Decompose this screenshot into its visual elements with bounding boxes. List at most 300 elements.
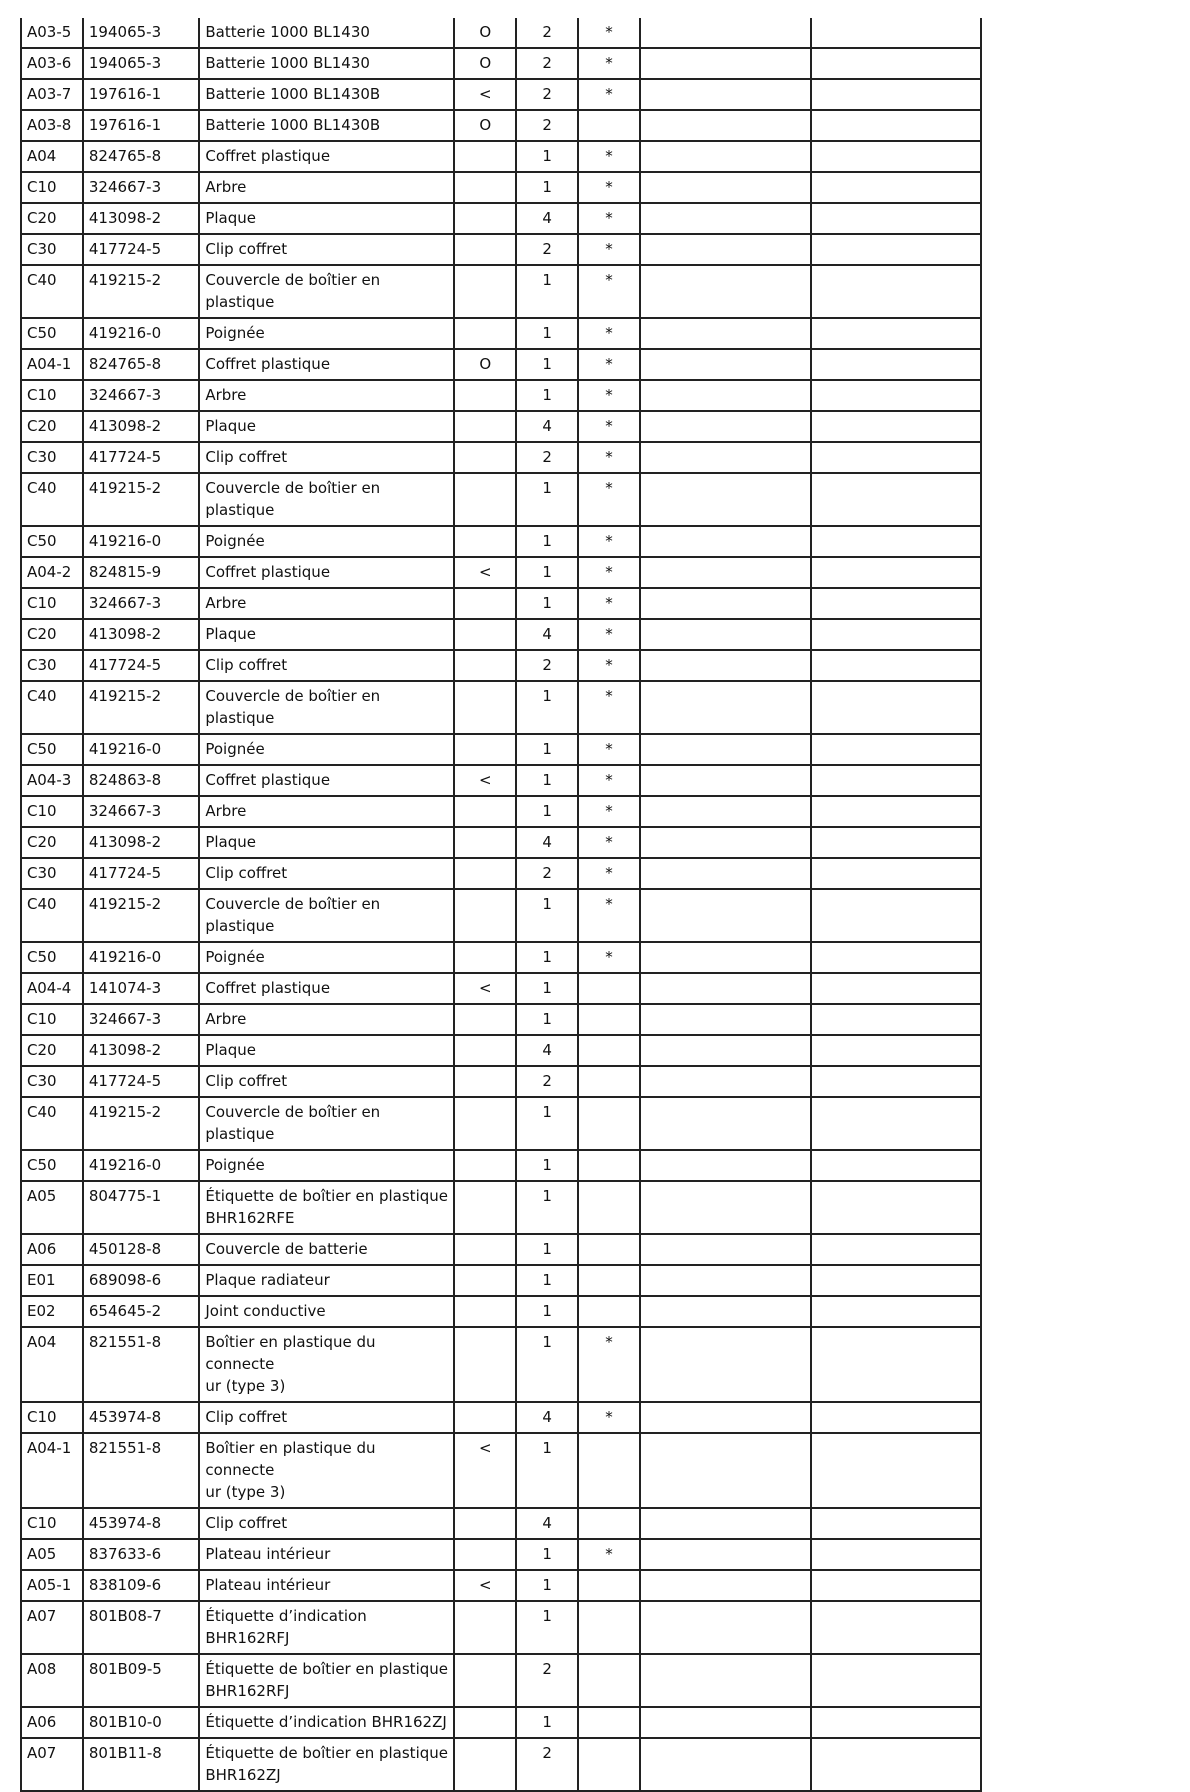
cell-note-mark: [578, 1066, 640, 1097]
table-row: [21, 734, 981, 765]
cell-ref-no: C20: [21, 1035, 83, 1066]
cell-part-no: 801B08-7: [83, 1601, 199, 1654]
table-row: [21, 1738, 981, 1791]
cell-ref-no: C40: [21, 1097, 83, 1150]
cell-description: Poignée: [199, 942, 454, 973]
cell-part-no: 413098-2: [83, 411, 199, 442]
cell-extra-2: [811, 1738, 981, 1791]
cell-quantity: 4: [516, 411, 578, 442]
cell-part-no: 824765-8: [83, 349, 199, 380]
cell-extra-1: [640, 234, 811, 265]
cell-part-no: 197616-1: [83, 110, 199, 141]
cell-extra-1: [640, 442, 811, 473]
cell-note-mark: [578, 1707, 640, 1738]
cell-ref-no: A03-7: [21, 79, 83, 110]
cell-ref-no: A08: [21, 1654, 83, 1707]
cell-extra-1: [640, 1150, 811, 1181]
cell-note-mark: *: [578, 473, 640, 526]
cell-ref-no: A04-2: [21, 557, 83, 588]
cell-change-mark: O: [454, 110, 516, 141]
cell-description: Joint conductive: [199, 1296, 454, 1327]
cell-quantity: 1: [516, 796, 578, 827]
cell-extra-2: [811, 1181, 981, 1234]
cell-ref-no: C40: [21, 889, 83, 942]
cell-extra-1: [640, 110, 811, 141]
table-row: [21, 1066, 981, 1097]
cell-note-mark: *: [578, 557, 640, 588]
table-row: [21, 1402, 981, 1433]
cell-quantity: 4: [516, 203, 578, 234]
cell-ref-no: C30: [21, 442, 83, 473]
cell-extra-2: [811, 172, 981, 203]
table-row: [21, 796, 981, 827]
cell-ref-no: A05: [21, 1539, 83, 1570]
cell-quantity: 1: [516, 681, 578, 734]
cell-change-mark: O: [454, 48, 516, 79]
cell-quantity: 2: [516, 234, 578, 265]
cell-part-no: 804775-1: [83, 1181, 199, 1234]
cell-part-no: 824863-8: [83, 765, 199, 796]
cell-extra-2: [811, 141, 981, 172]
cell-extra-2: [811, 110, 981, 141]
cell-part-no: 689098-6: [83, 1265, 199, 1296]
cell-extra-2: [811, 380, 981, 411]
cell-quantity: 4: [516, 1508, 578, 1539]
cell-change-mark: [454, 1066, 516, 1097]
cell-change-mark: [454, 1707, 516, 1738]
cell-description: Batterie 1000 BL1430B: [199, 110, 454, 141]
cell-part-no: 821551-8: [83, 1327, 199, 1402]
cell-note-mark: [578, 1570, 640, 1601]
cell-part-no: 838109-6: [83, 1570, 199, 1601]
cell-change-mark: [454, 380, 516, 411]
cell-extra-2: [811, 203, 981, 234]
cell-quantity: 1: [516, 1234, 578, 1265]
cell-change-mark: [454, 827, 516, 858]
cell-extra-1: [640, 827, 811, 858]
cell-extra-2: [811, 1265, 981, 1296]
table-row: [21, 380, 981, 411]
cell-extra-2: [811, 1327, 981, 1402]
cell-ref-no: A04-1: [21, 1433, 83, 1508]
cell-part-no: 419215-2: [83, 265, 199, 318]
cell-description: Plaque: [199, 619, 454, 650]
cell-part-no: 419215-2: [83, 681, 199, 734]
cell-quantity: 1: [516, 1601, 578, 1654]
cell-extra-1: [640, 1707, 811, 1738]
cell-ref-no: C10: [21, 172, 83, 203]
table-row: [21, 18, 981, 48]
cell-part-no: 417724-5: [83, 650, 199, 681]
cell-part-no: 801B10-0: [83, 1707, 199, 1738]
cell-part-no: 419216-0: [83, 526, 199, 557]
cell-quantity: 1: [516, 318, 578, 349]
cell-extra-2: [811, 79, 981, 110]
cell-change-mark: [454, 1539, 516, 1570]
cell-extra-1: [640, 411, 811, 442]
cell-part-no: 324667-3: [83, 796, 199, 827]
cell-description: Arbre: [199, 588, 454, 619]
cell-quantity: 1: [516, 942, 578, 973]
cell-change-mark: [454, 172, 516, 203]
cell-change-mark: [454, 1296, 516, 1327]
cell-extra-1: [640, 318, 811, 349]
table-row: [21, 1265, 981, 1296]
cell-extra-1: [640, 1327, 811, 1402]
cell-note-mark: *: [578, 734, 640, 765]
cell-note-mark: *: [578, 141, 640, 172]
cell-quantity: 1: [516, 1296, 578, 1327]
cell-part-no: 801B09-5: [83, 1654, 199, 1707]
cell-description: Coffret plastique: [199, 349, 454, 380]
cell-description: Étiquette de boîtier en plastique BHR162ZJ: [199, 1738, 454, 1791]
cell-change-mark: [454, 1150, 516, 1181]
cell-extra-2: [811, 526, 981, 557]
table-row: [21, 1539, 981, 1570]
cell-note-mark: *: [578, 48, 640, 79]
cell-note-mark: *: [578, 889, 640, 942]
cell-note-mark: *: [578, 619, 640, 650]
table-row: [21, 1035, 981, 1066]
cell-part-no: 419215-2: [83, 1097, 199, 1150]
cell-change-mark: [454, 1265, 516, 1296]
cell-change-mark: [454, 203, 516, 234]
cell-extra-1: [640, 1035, 811, 1066]
table-row: [21, 349, 981, 380]
cell-description: Couvercle de boîtier en plastique: [199, 265, 454, 318]
cell-change-mark: <: [454, 557, 516, 588]
table-row: [21, 1707, 981, 1738]
cell-change-mark: [454, 889, 516, 942]
cell-quantity: 1: [516, 973, 578, 1004]
cell-change-mark: [454, 1654, 516, 1707]
cell-quantity: 1: [516, 734, 578, 765]
cell-description: Clip coffret: [199, 858, 454, 889]
cell-extra-1: [640, 172, 811, 203]
cell-note-mark: *: [578, 380, 640, 411]
cell-extra-2: [811, 1296, 981, 1327]
cell-extra-1: [640, 1601, 811, 1654]
table-row: [21, 942, 981, 973]
cell-ref-no: C40: [21, 265, 83, 318]
table-row: [21, 1150, 981, 1181]
cell-ref-no: A07: [21, 1601, 83, 1654]
cell-change-mark: [454, 1738, 516, 1791]
cell-change-mark: [454, 141, 516, 172]
cell-ref-no: C40: [21, 681, 83, 734]
cell-change-mark: [454, 1097, 516, 1150]
cell-ref-no: A04-1: [21, 349, 83, 380]
cell-note-mark: *: [578, 203, 640, 234]
cell-extra-2: [811, 942, 981, 973]
cell-extra-2: [811, 619, 981, 650]
cell-note-mark: *: [578, 827, 640, 858]
cell-extra-1: [640, 1570, 811, 1601]
cell-extra-2: [811, 473, 981, 526]
cell-extra-2: [811, 1150, 981, 1181]
cell-part-no: 413098-2: [83, 1035, 199, 1066]
cell-extra-2: [811, 349, 981, 380]
cell-quantity: 2: [516, 650, 578, 681]
cell-quantity: 2: [516, 18, 578, 48]
cell-ref-no: C30: [21, 650, 83, 681]
cell-extra-2: [811, 265, 981, 318]
cell-description: Couvercle de boîtier en plastique: [199, 473, 454, 526]
cell-ref-no: C10: [21, 1004, 83, 1035]
cell-part-no: 801B11-8: [83, 1738, 199, 1791]
cell-part-no: 419216-0: [83, 1150, 199, 1181]
cell-description: Arbre: [199, 796, 454, 827]
cell-change-mark: [454, 1327, 516, 1402]
cell-part-no: 450128-8: [83, 1234, 199, 1265]
cell-note-mark: *: [578, 796, 640, 827]
cell-extra-2: [811, 827, 981, 858]
table-row: [21, 681, 981, 734]
cell-quantity: 2: [516, 48, 578, 79]
cell-note-mark: *: [578, 234, 640, 265]
cell-extra-1: [640, 1654, 811, 1707]
cell-extra-1: [640, 1181, 811, 1234]
cell-ref-no: C20: [21, 619, 83, 650]
cell-ref-no: A07: [21, 1738, 83, 1791]
cell-description: Étiquette d’indication BHR162RFJ: [199, 1601, 454, 1654]
table-row: [21, 526, 981, 557]
cell-note-mark: [578, 1181, 640, 1234]
cell-ref-no: C10: [21, 796, 83, 827]
cell-ref-no: C10: [21, 1508, 83, 1539]
cell-note-mark: *: [578, 1539, 640, 1570]
cell-part-no: 417724-5: [83, 858, 199, 889]
cell-quantity: 2: [516, 858, 578, 889]
cell-extra-1: [640, 380, 811, 411]
parts-table: [20, 18, 982, 1792]
cell-change-mark: [454, 1402, 516, 1433]
cell-part-no: 824765-8: [83, 141, 199, 172]
cell-change-mark: [454, 1181, 516, 1234]
cell-ref-no: A04: [21, 1327, 83, 1402]
table-row: [21, 1097, 981, 1150]
cell-ref-no: A04: [21, 141, 83, 172]
cell-change-mark: [454, 234, 516, 265]
cell-part-no: 417724-5: [83, 442, 199, 473]
cell-change-mark: <: [454, 1570, 516, 1601]
cell-extra-2: [811, 734, 981, 765]
cell-extra-2: [811, 234, 981, 265]
cell-part-no: 419215-2: [83, 473, 199, 526]
cell-ref-no: C50: [21, 526, 83, 557]
cell-note-mark: [578, 1097, 640, 1150]
cell-extra-1: [640, 889, 811, 942]
cell-note-mark: *: [578, 1402, 640, 1433]
cell-note-mark: [578, 1234, 640, 1265]
cell-extra-1: [640, 765, 811, 796]
cell-change-mark: [454, 650, 516, 681]
cell-quantity: 2: [516, 1066, 578, 1097]
cell-note-mark: [578, 973, 640, 1004]
cell-quantity: 2: [516, 79, 578, 110]
table-row: [21, 619, 981, 650]
table-row: [21, 1433, 981, 1508]
cell-description: Clip coffret: [199, 650, 454, 681]
table-row: [21, 234, 981, 265]
cell-ref-no: C30: [21, 858, 83, 889]
table-row: [21, 265, 981, 318]
cell-ref-no: C10: [21, 1402, 83, 1433]
cell-ref-no: E01: [21, 1265, 83, 1296]
cell-change-mark: [454, 473, 516, 526]
cell-ref-no: C10: [21, 380, 83, 411]
cell-part-no: 821551-8: [83, 1433, 199, 1508]
table-row: [21, 1004, 981, 1035]
cell-change-mark: <: [454, 765, 516, 796]
cell-description: Coffret plastique: [199, 141, 454, 172]
cell-extra-2: [811, 889, 981, 942]
cell-extra-2: [811, 765, 981, 796]
cell-description: Poignée: [199, 734, 454, 765]
cell-description: Clip coffret: [199, 442, 454, 473]
cell-quantity: 1: [516, 172, 578, 203]
cell-quantity: 1: [516, 141, 578, 172]
cell-extra-1: [640, 18, 811, 48]
cell-description: Arbre: [199, 1004, 454, 1035]
cell-extra-1: [640, 48, 811, 79]
cell-quantity: 1: [516, 765, 578, 796]
cell-change-mark: [454, 1004, 516, 1035]
cell-extra-1: [640, 1402, 811, 1433]
cell-quantity: 1: [516, 588, 578, 619]
cell-extra-2: [811, 1601, 981, 1654]
cell-extra-1: [640, 265, 811, 318]
cell-extra-1: [640, 973, 811, 1004]
cell-extra-1: [640, 588, 811, 619]
cell-extra-1: [640, 858, 811, 889]
cell-change-mark: [454, 1508, 516, 1539]
cell-description: Boîtier en plastique du connecte ur (type 3): [199, 1327, 454, 1402]
table-row: [21, 1234, 981, 1265]
cell-quantity: 1: [516, 526, 578, 557]
cell-description: Plaque radiateur: [199, 1265, 454, 1296]
cell-note-mark: *: [578, 858, 640, 889]
cell-note-mark: [578, 1738, 640, 1791]
cell-quantity: 2: [516, 1738, 578, 1791]
cell-part-no: 419216-0: [83, 318, 199, 349]
cell-extra-2: [811, 681, 981, 734]
cell-part-no: 194065-3: [83, 18, 199, 48]
cell-extra-2: [811, 588, 981, 619]
cell-part-no: 453974-8: [83, 1508, 199, 1539]
cell-part-no: 324667-3: [83, 1004, 199, 1035]
cell-part-no: 837633-6: [83, 1539, 199, 1570]
cell-ref-no: C20: [21, 203, 83, 234]
cell-change-mark: [454, 588, 516, 619]
cell-change-mark: [454, 1234, 516, 1265]
cell-part-no: 413098-2: [83, 827, 199, 858]
cell-note-mark: *: [578, 265, 640, 318]
cell-quantity: 1: [516, 1433, 578, 1508]
cell-ref-no: A06: [21, 1234, 83, 1265]
cell-change-mark: [454, 734, 516, 765]
cell-description: Coffret plastique: [199, 973, 454, 1004]
cell-change-mark: [454, 796, 516, 827]
cell-note-mark: [578, 1508, 640, 1539]
cell-change-mark: [454, 318, 516, 349]
cell-description: Plateau intérieur: [199, 1570, 454, 1601]
cell-change-mark: [454, 681, 516, 734]
cell-description: Poignée: [199, 318, 454, 349]
cell-change-mark: [454, 265, 516, 318]
cell-change-mark: [454, 442, 516, 473]
cell-note-mark: *: [578, 318, 640, 349]
cell-ref-no: A03-5: [21, 18, 83, 48]
cell-part-no: 324667-3: [83, 380, 199, 411]
cell-part-no: 417724-5: [83, 234, 199, 265]
cell-extra-1: [640, 1296, 811, 1327]
cell-extra-1: [640, 473, 811, 526]
cell-quantity: 4: [516, 619, 578, 650]
cell-extra-2: [811, 1707, 981, 1738]
cell-ref-no: C50: [21, 1150, 83, 1181]
cell-note-mark: *: [578, 650, 640, 681]
cell-extra-2: [811, 973, 981, 1004]
cell-description: Couvercle de boîtier en plastique: [199, 1097, 454, 1150]
table-row: [21, 765, 981, 796]
cell-extra-1: [640, 1066, 811, 1097]
table-row: [21, 172, 981, 203]
cell-ref-no: C30: [21, 234, 83, 265]
cell-part-no: 324667-3: [83, 172, 199, 203]
cell-extra-2: [811, 1539, 981, 1570]
cell-extra-2: [811, 18, 981, 48]
cell-description: Clip coffret: [199, 1402, 454, 1433]
cell-extra-1: [640, 526, 811, 557]
cell-extra-2: [811, 858, 981, 889]
table-row: [21, 318, 981, 349]
cell-quantity: 1: [516, 265, 578, 318]
cell-description: Poignée: [199, 1150, 454, 1181]
cell-quantity: 1: [516, 889, 578, 942]
table-row: [21, 650, 981, 681]
cell-quantity: 1: [516, 1570, 578, 1601]
cell-part-no: 141074-3: [83, 973, 199, 1004]
table-row: [21, 1508, 981, 1539]
table-row: [21, 1296, 981, 1327]
cell-extra-2: [811, 1004, 981, 1035]
cell-extra-2: [811, 557, 981, 588]
cell-part-no: 413098-2: [83, 203, 199, 234]
cell-extra-2: [811, 1402, 981, 1433]
cell-quantity: 1: [516, 1004, 578, 1035]
cell-change-mark: [454, 526, 516, 557]
cell-ref-no: C50: [21, 734, 83, 765]
cell-note-mark: *: [578, 79, 640, 110]
cell-ref-no: C20: [21, 827, 83, 858]
cell-quantity: 1: [516, 557, 578, 588]
table-row: [21, 557, 981, 588]
cell-description: Poignée: [199, 526, 454, 557]
table-row: [21, 1601, 981, 1654]
cell-extra-2: [811, 1433, 981, 1508]
cell-extra-2: [811, 318, 981, 349]
cell-description: Couvercle de boîtier en plastique: [199, 889, 454, 942]
table-row: [21, 473, 981, 526]
cell-description: Coffret plastique: [199, 765, 454, 796]
cell-part-no: 419216-0: [83, 734, 199, 765]
cell-note-mark: *: [578, 349, 640, 380]
table-row: [21, 889, 981, 942]
cell-ref-no: A03-8: [21, 110, 83, 141]
cell-quantity: 1: [516, 1707, 578, 1738]
cell-extra-1: [640, 557, 811, 588]
